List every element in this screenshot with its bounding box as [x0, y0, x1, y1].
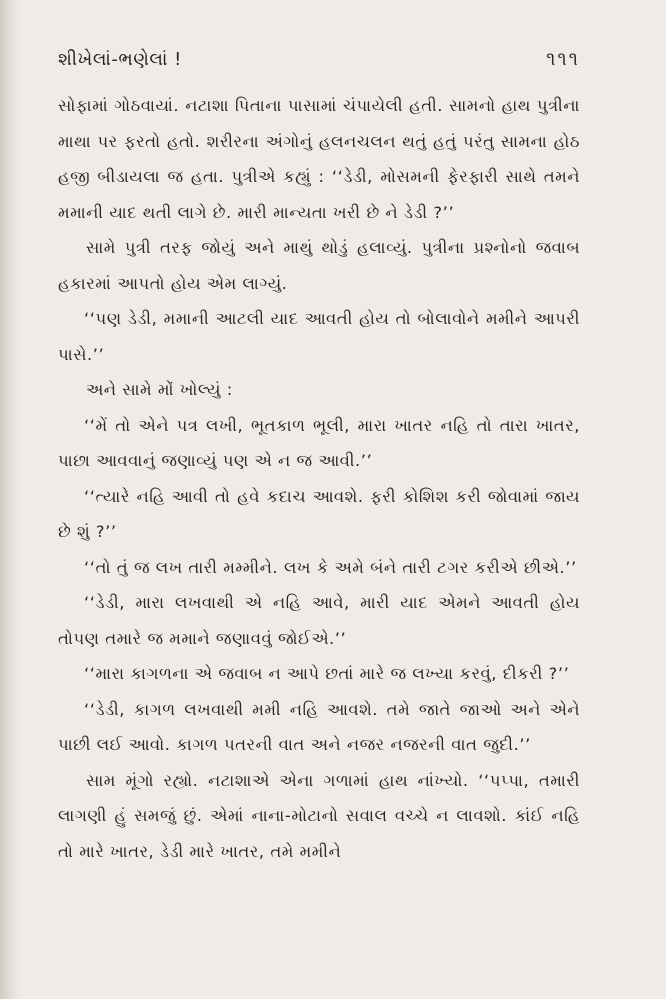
paragraph: સામ મૂંગો રહ્યો. નટાશાએ એના ગળામાં હાથ નાંખ્યો. ‘‘પપ્પા, તમારી લાગણી હું સમજું છું. એમાં નાના-મોટાનો સવાલ વચ્ચે ન લાવશો. કાંઈ નહિ તો મારે ખાતર, ડેડી મારે ખાતર, તમે મમીને: [58, 770, 580, 861]
paragraph: ‘‘ત્યારે નહિ આવી તો હવે કદાચ આવશે. ફરી કોશિશ કરી જોવામાં જાય છે શું ?’’: [58, 486, 580, 541]
paragraph: સામે પુત્રી તરફ જોયું અને માથું થોડું હલાવ્યું. પુત્રીના પ્રશ્નોનો જવાબ હકારમાં આપતો હોય એમ લાગ્યું.: [58, 238, 580, 293]
paragraph: ‘‘ડેડી, મારા લખવાથી એ નહિ આવે, મારી યાદ એમને આવતી હોય તોપણ તમારે જ મમાને જણાવવું જોઈએ.’’: [58, 593, 580, 648]
book-page: [58, 48, 580, 869]
paragraph: અને સામે મોં ખોલ્યું :: [86, 380, 233, 399]
paragraph: ‘‘પણ ડેડી, મમાની આટલી યાદ આવતી હોય તો બોલાવોને મમીને આપરી પાસે.’’: [58, 309, 580, 364]
paragraph: સોફામાં ગોઠવાયાં. નટાશા પિતાના પાસામાં ચંપાયેલી હતી. સામનો હાથ પુત્રીના માથા પર ફરતો હતો. શરીરના અંગોનું હલનચલન થતું હતું પરંતુ સામના હોઠ હજી બીડાયલા જ હતા. પુત્રીએ કહ્યું : ‘‘ડેડી, મોસમની ફેરફારી સાથે તમને મમાની યાદ થતી લાગે છે. મારી માન્યતા ખરી છે ને ડેડી ?’’: [58, 96, 580, 222]
chapter-title: શીખેલાં-ભણેલાં !: [58, 49, 182, 70]
body-text: [58, 88, 580, 869]
page-number: ૧૧૧: [546, 48, 580, 70]
paragraph: ‘‘તો તું જ લખ તારી મમ્મીને. લખ કે અમે બંને તારી ટગર કરીએ છીએ.’’: [84, 557, 577, 577]
paragraph: ‘‘મેં તો એને પત્ર લખી, ભૂતકાળ ભૂલી, મારા ખાતર નહિ તો તારા ખાતર, પાછા આવવાનું જણાવ્યું પણ એ ન જ આવી.’’: [58, 415, 580, 470]
running-header: [58, 48, 580, 78]
page-gutter-shadow: [0, 0, 22, 999]
paragraph: ‘‘મારા કાગળના એ જવાબ ન આપે છતાં મારે જ લખ્યા કરવું, દીકરી ?’’: [84, 664, 570, 683]
paragraph: ‘‘ડેડી, કાગળ લખવાથી મમી નહિ આવશે. તમે જાતે જાઓ અને એને પાછી લઈ આવો. કાગળ પતરની વાત અને નજર નજરની વાત જુદી.’’: [58, 699, 580, 754]
